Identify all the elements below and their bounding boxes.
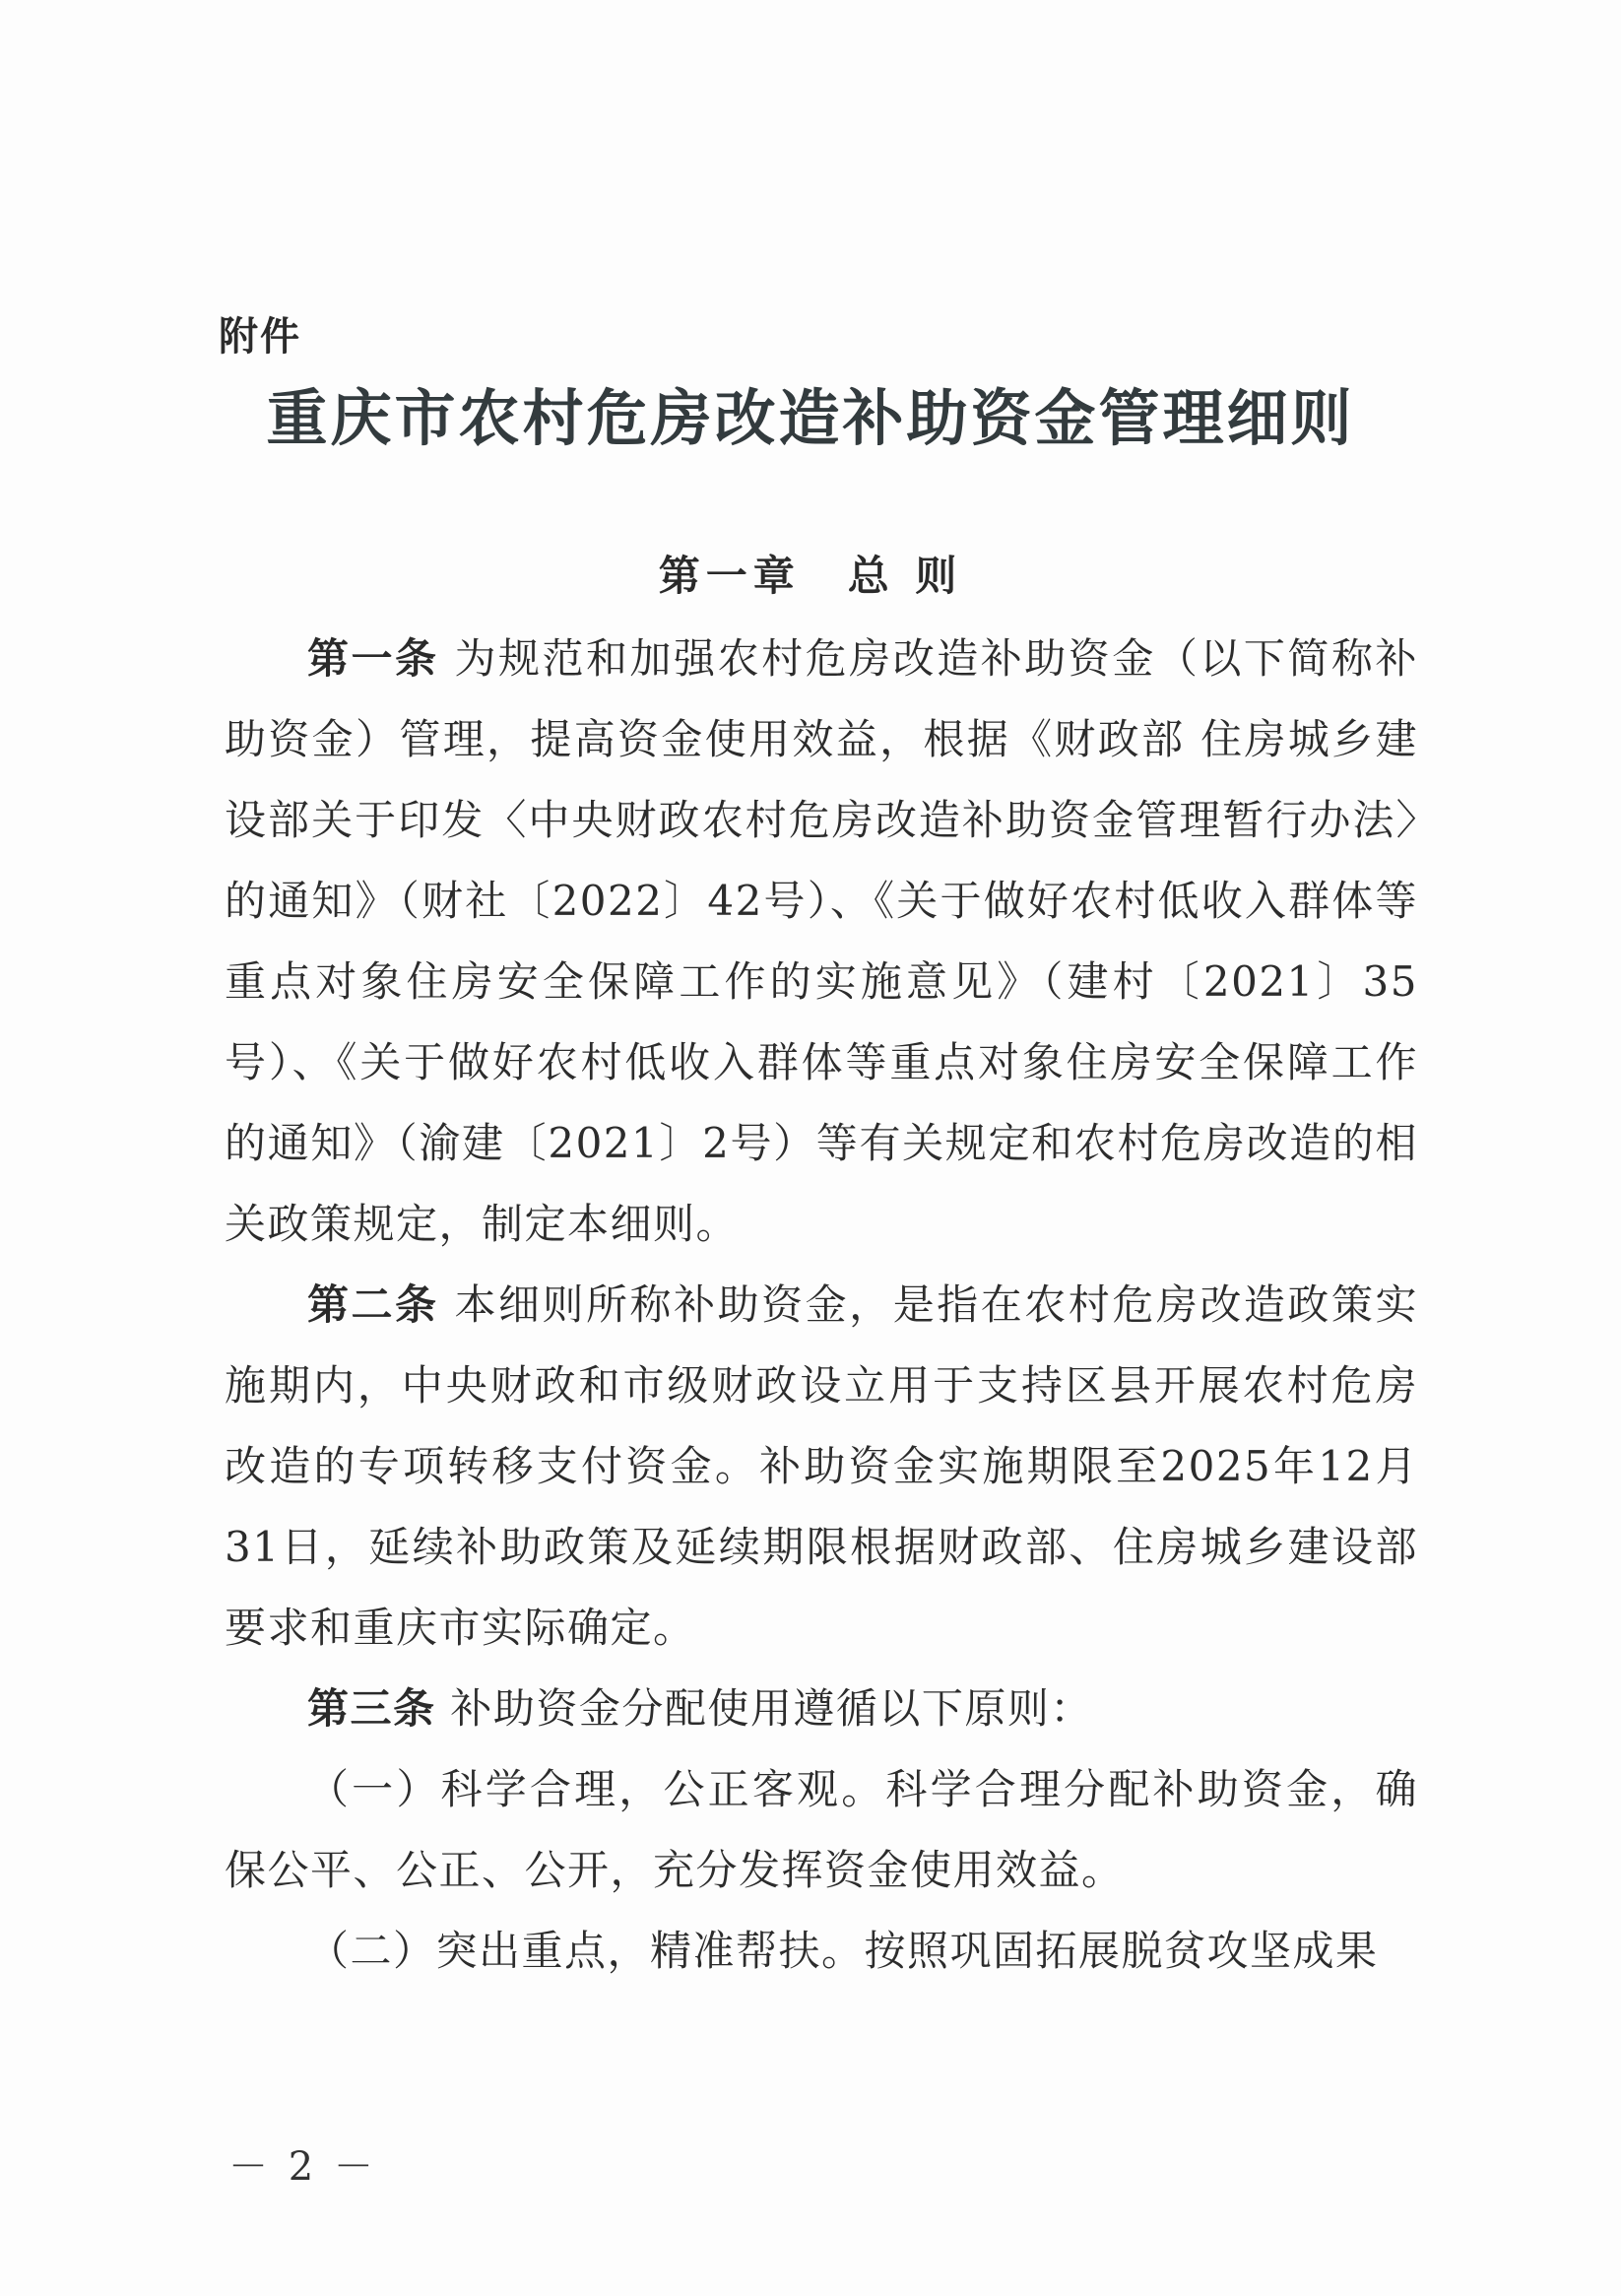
document-body [225,619,1418,1992]
article-text: 补助资金分配使用遵循以下原则： [435,1684,1093,1733]
article-label: 第一条 [307,634,439,683]
article-3 [225,1669,1418,1749]
article-2 [225,1265,1418,1669]
principle-1: （一）科学合理，公正客观。科学合理分配补助资金，确保公平、公正、公开，充分发挥资金使用效益。 [225,1765,1418,1894]
chapter-heading: 第一章 总 则 [658,552,963,600]
document-title: 重庆市农村危房改造补助资金管理细则 [266,382,1355,454]
attachment-label: 附件 [219,314,301,360]
page-number: － 2 － [228,2144,377,2190]
article-text: 为规范和加强农村危房改造补助资金（以下简称补助资金）管理，提高资金使用效益，根据《财政部 住房城乡建设部关于印发〈中央财政农村危房改造补助资金管理暂行办法〉的通知》（财社〔2022〕42号）、《关于做好农村低收入群体等重点对象住房安全保障工作的实施意见》（建村〔2021〕35号）、《关于做好农村低收入群体等重点对象住房安全保障工作的通知》（渝建〔2021〕2号）等有关规定和农村危房改造的相关政策规定，制定本细则。 [225,634,1418,1248]
article-text: 本细则所称补助资金，是指在农村危房改造政策实施期内，中央财政和市级财政设立用于支持区县开展农村危房改造的专项转移支付资金。补助资金实施期限至2025年12月31日，延续补助政策及延续期限根据财政部、住房城乡建设部要求和重庆市实际确定。 [225,1280,1418,1652]
principle-2: （二）突出重点，精准帮扶。按照巩固拓展脱贫攻坚成果 [307,1927,1379,1975]
article-label: 第二条 [307,1280,439,1329]
article-1 [225,619,1418,1265]
article-label: 第三条 [307,1684,436,1733]
